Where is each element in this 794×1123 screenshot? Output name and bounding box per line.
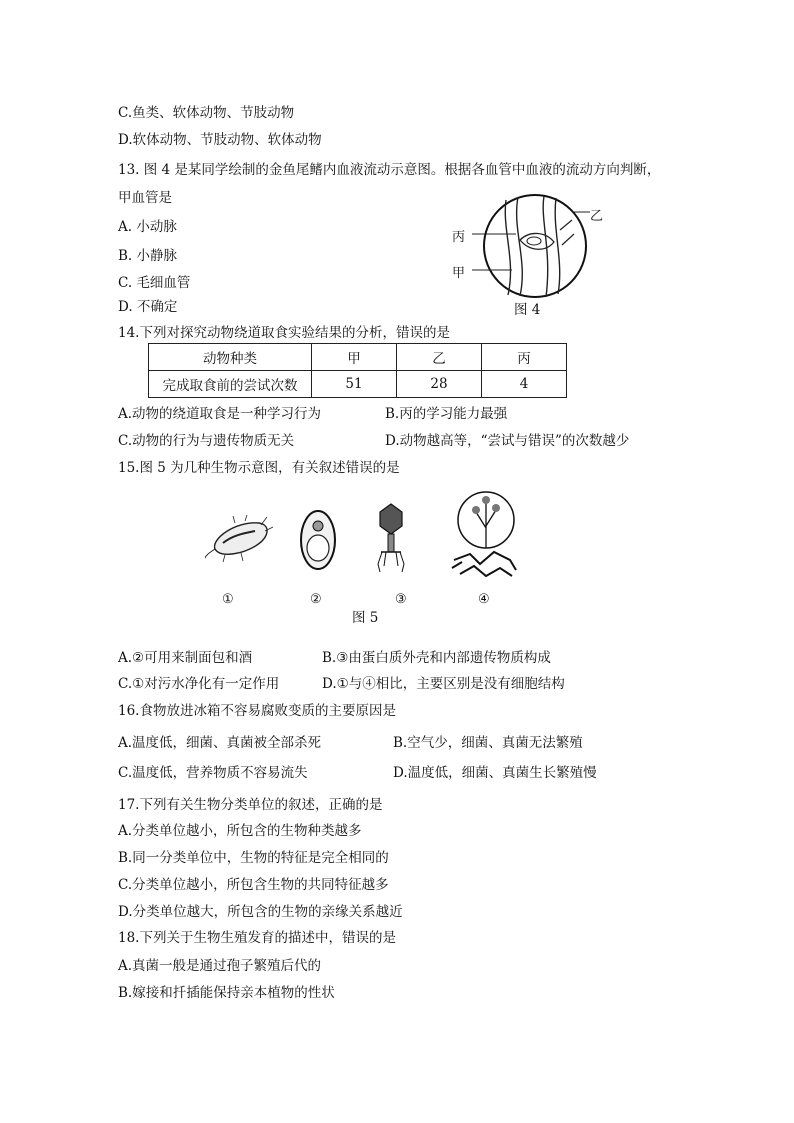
q17-option-c: C.分类单位越小，所包含生物的共同特征越多 xyxy=(118,877,389,893)
figure-4-label-jia: 甲 xyxy=(452,266,466,281)
q14-table xyxy=(148,343,567,398)
q16-option-c: C.温度低，营养物质不容易流失 xyxy=(118,765,308,781)
q15-option-a: A.②可用来制面包和酒 xyxy=(118,650,253,666)
table-cell: 乙 xyxy=(397,344,482,371)
q17-option-a: A.分类单位越小，所包含的生物种类越多 xyxy=(118,823,362,839)
table-cell: 甲 xyxy=(312,344,397,371)
q16-stem: 16.食物放进冰箱不容易腐败变质的主要原因是 xyxy=(118,703,396,719)
q14-option-d: D.动物越高等，“尝试与错误”的次数越少 xyxy=(385,433,630,449)
figure-5-number-4: ④ xyxy=(478,592,490,607)
figure-4-label-yi: 乙 xyxy=(590,209,604,224)
q13-stem-line1: 13. 图 4 是某同学绘制的金鱼尾鳍内血液流动示意图。根据各血管中血液的流动方向判断， xyxy=(118,162,661,178)
mold-illustration xyxy=(450,490,520,580)
table-row xyxy=(149,344,567,371)
yeast-cell-illustration xyxy=(298,508,338,572)
q17-stem: 17.下列有关生物分类单位的叙述，正确的是 xyxy=(118,797,383,813)
table-cell: 51 xyxy=(312,371,397,398)
q12-option-d: D.软体动物、节肢动物、软体动物 xyxy=(118,132,322,148)
figure-5-number-3: ③ xyxy=(395,592,407,607)
q16-option-a: A.温度低，细菌、真菌被全部杀死 xyxy=(118,735,322,751)
q17-option-d: D.分类单位越大，所包含的生物的亲缘关系越近 xyxy=(118,904,403,920)
figure-5-number-2: ② xyxy=(310,592,322,607)
figure-4-caption: 图 4 xyxy=(514,302,541,318)
table-cell: 28 xyxy=(397,371,482,398)
q14-option-a: A.动物的绕道取食是一种学习行为 xyxy=(118,406,322,422)
q14-option-b: B.丙的学习能力最强 xyxy=(385,406,508,422)
q15-option-c: C.①对污水净化有一定作用 xyxy=(118,676,280,692)
table-row xyxy=(149,371,567,398)
q13-stem-line2: 甲血管是 xyxy=(118,190,172,206)
figure-4-label-bing: 丙 xyxy=(452,230,466,245)
q13-option-c: C. 毛细血管 xyxy=(118,275,191,291)
q18-option-b: B.嫁接和扦插能保持亲本植物的性状 xyxy=(118,985,335,1001)
q15-stem: 15.图 5 为几种生物示意图，有关叙述错误的是 xyxy=(118,460,400,476)
q14-stem: 14.下列对探究动物绕道取食实验结果的分析，错误的是 xyxy=(118,325,450,341)
q13-option-b: B. 小静脉 xyxy=(118,248,178,264)
q14-option-c: C.动物的行为与遗传物质无关 xyxy=(118,433,295,449)
q13-option-d: D. 不确定 xyxy=(118,299,178,315)
figure-5-number-1: ① xyxy=(222,592,234,607)
q12-option-c: C.鱼类、软体动物、节肢动物 xyxy=(118,105,295,121)
q18-stem: 18.下列关于生物生殖发育的描述中，错误的是 xyxy=(118,930,396,946)
table-cell: 完成取食前的尝试次数 xyxy=(149,371,312,398)
q16-option-d: D.温度低，细菌、真菌生长繁殖慢 xyxy=(393,765,597,781)
q15-option-d: D.①与④相比，主要区别是没有细胞结构 xyxy=(322,676,565,692)
q13-option-a: A. 小动脉 xyxy=(118,219,177,235)
table-cell: 丙 xyxy=(482,344,567,371)
figure-5-caption: 图 5 xyxy=(352,610,379,626)
q17-option-b: B.同一分类单位中，生物的特征是完全相同的 xyxy=(118,850,389,866)
bacteriophage-illustration xyxy=(376,502,406,574)
q16-option-b: B.空气少，细菌、真菌无法繁殖 xyxy=(393,735,583,751)
table-cell: 动物种类 xyxy=(149,344,312,371)
figure-4-blood-flow xyxy=(472,190,602,305)
bacterium-illustration xyxy=(205,515,275,565)
table-cell: 4 xyxy=(482,371,567,398)
q18-option-a: A.真菌一般是通过孢子繁殖后代的 xyxy=(118,958,322,974)
q15-option-b: B.③由蛋白质外壳和内部遗传物质构成 xyxy=(322,650,551,666)
